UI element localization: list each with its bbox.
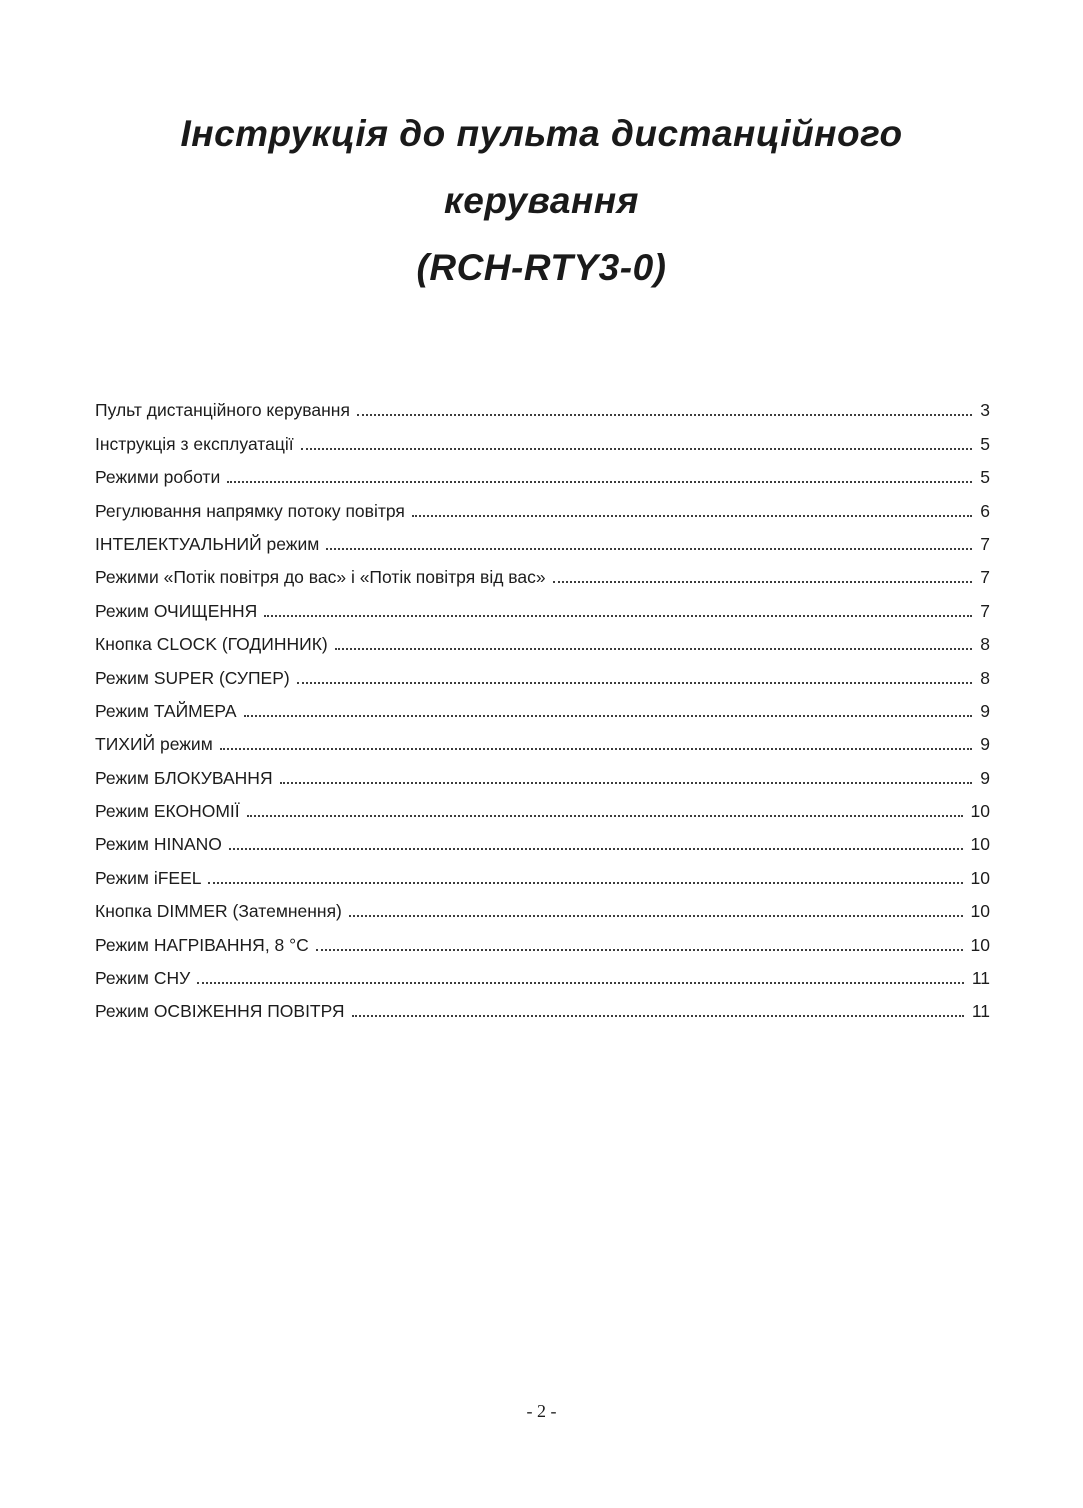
toc-entry-label: Режим SUPER (СУПЕР) <box>95 667 290 688</box>
toc-page-number: 6 <box>980 500 990 521</box>
toc-page-number: 11 <box>971 1001 990 1022</box>
toc-row <box>95 990 990 1023</box>
toc-entry-label: Кнопка CLOCK (ГОДИННИК) <box>95 634 328 655</box>
toc-page-number: 5 <box>980 433 990 454</box>
toc-row <box>95 890 990 923</box>
toc-page-number: 9 <box>980 734 990 755</box>
toc-row <box>95 690 990 723</box>
toc-dotted-leader <box>244 715 973 717</box>
toc-entry-label: Режими «Потік повітря до вас» і «Потік повітря від вас» <box>95 567 546 588</box>
toc-page-number: 7 <box>980 600 990 621</box>
title-line-2: керування <box>444 180 639 221</box>
toc-dotted-leader <box>357 414 972 416</box>
toc-entry-label: Режим ТАЙМЕРА <box>95 700 237 721</box>
toc-row <box>95 523 990 556</box>
toc-entry-label: Режим НАГРІВАННЯ, 8 °С <box>95 934 309 955</box>
toc-dotted-leader <box>349 915 963 917</box>
toc-dotted-leader <box>280 782 973 784</box>
toc-dotted-leader <box>247 815 963 817</box>
toc-dotted-leader <box>316 949 963 951</box>
toc-dotted-leader <box>301 448 973 450</box>
toc-row <box>95 489 990 522</box>
toc-entry-label: Інструкція з експлуатації <box>95 433 294 454</box>
toc-dotted-leader <box>297 682 973 684</box>
toc-page-number: 7 <box>980 533 990 554</box>
toc-page-number: 10 <box>970 901 990 922</box>
table-of-contents <box>95 389 990 1023</box>
document-title <box>0 0 1083 301</box>
toc-entry-label: Кнопка DIMMER (Затемнення) <box>95 901 342 922</box>
toc-entry-label: ТИХИЙ режим <box>95 734 213 755</box>
toc-page-number: 10 <box>970 801 990 822</box>
toc-entry-label: Режим БЛОКУВАННЯ <box>95 767 273 788</box>
toc-entry-label: Режим ОСВІЖЕННЯ ПОВІТРЯ <box>95 1001 345 1022</box>
toc-entry-label: Режими роботи <box>95 467 221 488</box>
toc-row <box>95 856 990 889</box>
toc-page-number: 10 <box>970 834 990 855</box>
toc-row <box>95 823 990 856</box>
toc-dotted-leader <box>197 982 964 984</box>
toc-page-number: 9 <box>980 700 990 721</box>
toc-page-number: 8 <box>980 634 990 655</box>
toc-row <box>95 422 990 455</box>
toc-row <box>95 957 990 990</box>
title-line-1: Інструкція до пульта дистанційного <box>180 113 903 154</box>
toc-row <box>95 656 990 689</box>
toc-dotted-leader <box>326 548 972 550</box>
toc-entry-label: Пульт дистанційного керування <box>95 400 350 421</box>
toc-page-number: 3 <box>980 400 990 421</box>
toc-entry-label: ІНТЕЛЕКТУАЛЬНИЙ режим <box>95 533 320 554</box>
toc-dotted-leader <box>220 748 973 750</box>
toc-page-number: 7 <box>980 567 990 588</box>
toc-row <box>95 923 990 956</box>
toc-dotted-leader <box>335 648 973 650</box>
toc-page-number: 5 <box>980 467 990 488</box>
toc-page-number: 10 <box>970 867 990 888</box>
toc-dotted-leader <box>208 882 962 884</box>
toc-entry-label: Режим ОЧИЩЕННЯ <box>95 600 258 621</box>
toc-entry-label: Режим HINANO <box>95 834 222 855</box>
toc-row <box>95 589 990 622</box>
toc-entry-label: Регулювання напрямку потоку повітря <box>95 500 405 521</box>
toc-entry-label: Режим iFEEL <box>95 867 202 888</box>
toc-dotted-leader <box>229 848 963 850</box>
toc-row <box>95 756 990 789</box>
toc-dotted-leader <box>553 581 973 583</box>
toc-row <box>95 623 990 656</box>
toc-row <box>95 723 990 756</box>
toc-row <box>95 790 990 823</box>
toc-dotted-leader <box>264 615 972 617</box>
toc-page-number: 11 <box>971 968 990 989</box>
title-line-3: (RCH-RTY3-0) <box>416 247 667 288</box>
toc-row <box>95 456 990 489</box>
toc-row <box>95 389 990 422</box>
toc-dotted-leader <box>352 1015 964 1017</box>
toc-entry-label: Режим СНУ <box>95 968 191 989</box>
toc-page-number: 10 <box>970 934 990 955</box>
toc-dotted-leader <box>412 515 972 517</box>
toc-entry-label: Режим ЕКОНОМІЇ <box>95 801 240 822</box>
toc-page-number: 8 <box>980 667 990 688</box>
toc-dotted-leader <box>227 481 972 483</box>
page-number-footer: - 2 - <box>526 1401 557 1421</box>
toc-page-number: 9 <box>980 767 990 788</box>
toc-row <box>95 556 990 589</box>
